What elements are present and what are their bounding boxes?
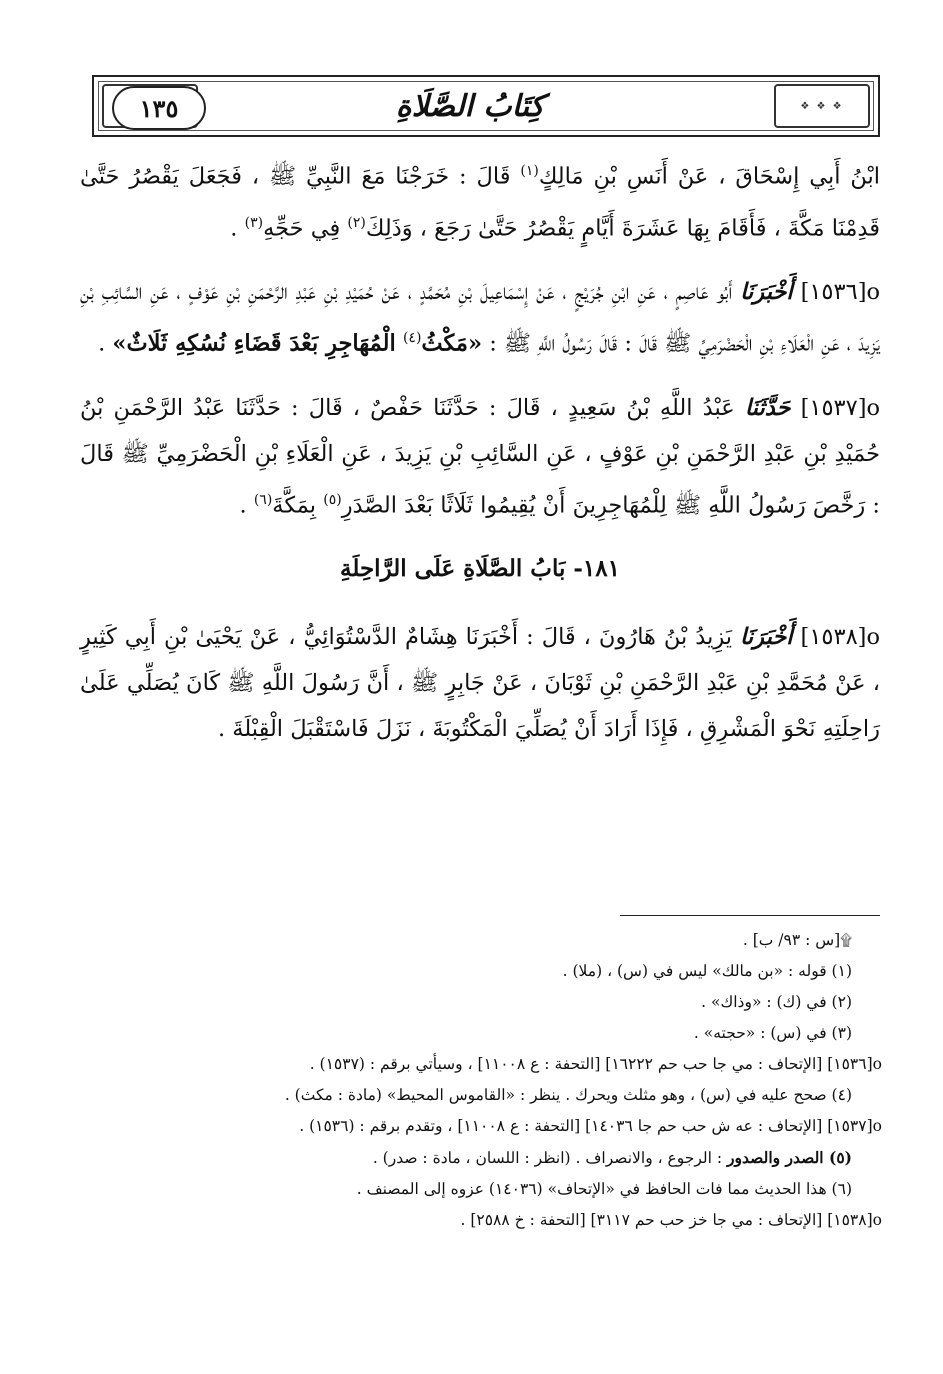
footnote-5-text: : الرجوع ، والانصراف . (انظر : اللسان ، مادة : صدر) . <box>372 1149 723 1167</box>
hadith-1537 <box>80 385 880 529</box>
footnote-separator <box>620 915 880 916</box>
footnote-4: (٤) صحح عليه في (س) ، وهو مثلث ويحرك . ينظر : «القاموس المحيط» (مادة : مكث) . <box>284 1086 852 1104</box>
footnote-6: (٦) هذا الحديث مما فات الحافظ في «الإتحاف» (١٤٠٣٦) عزوه إلى المصنف . <box>356 1180 852 1198</box>
hadith-1538 <box>80 614 880 752</box>
text: يَزِيدُ بْنُ هَارُونَ ، قَالَ : أَخْبَرَنَا هِشَامٌ الدَّسْتُوَائِيُّ ، عَنْ يَحْيَىٰ بْنِ أَبِي كَثِيرٍ ، عَنْ مُحَمَّدِ بْنِ عَبْدِ الرَّحْمَنِ بْنِ ثَوْبَانَ ، عَنْ جَابِرٍ ﷺ ، أَنَّ رَسُولَ اللَّهِ ﷺ كَانَ يُصَلِّي عَلَىٰ رَاحِلَتِهِ نَحْوَ الْمَشْرِقِ ، فَإِذَا أَرَادَ أَنْ يُصَلِّيَ الْمَكْتُوبَةَ ، نَزَلَ فَاسْتَقْبَلَ الْقِبْلَةَ . <box>80 624 880 742</box>
hadith-number: o[١٥٣٦] <box>800 279 881 305</box>
footnotes <box>120 925 882 1236</box>
chapter-heading: ١٨١- بَابُ الصَّلَاةِ عَلَى الرَّاحِلَةِ <box>340 555 620 582</box>
book-title: كِتَابُ الصَّلَاةِ <box>395 88 545 124</box>
footnote-ref: (٤) <box>402 330 422 346</box>
text: أَبُو عَاصِمٍ ، عَنِ ابْنِ جُرَيْجٍ ، عَنْ إِسْمَاعِيلَ بْنِ مُحَمَّدٍ ، عَنْ حُمَيْدِ بْنِ عَبْدِ الرَّحْمَنِ بْنِ عَوْفٍ ، عَنِ السَّائِبِ بْنِ يَزِيدَ ، عَنِ الْعَلَاءِ بْنِ الْحَضْرَمِيِّ ﷺ قَالَ : قَالَ رَسُولُ اللَّهِ ﷺ : <box>80 279 880 357</box>
footnote-ref: (٢) <box>347 214 366 231</box>
text: بِمَكَّةَ <box>272 492 317 518</box>
hadith-number: o[١٥٣٨] <box>800 624 880 650</box>
text: عَبْدُ اللَّهِ بْنُ سَعِيدٍ ، قَالَ : حَدَّثَنَا حَفْصٌ ، قَالَ : حَدَّثَنَا عَبْدُ الرَّحْمَنِ بْنُ حُمَيْدِ بْنِ عَبْدِ الرَّحْمَنِ بْنِ عَوْفٍ ، عَنِ السَّائِبِ بْنِ يَزِيدَ ، عَنِ الْعَلَاءِ بْنِ الْحَضْرَمِيِّ ﷺ قَالَ : رَخَّصَ رَسُولُ اللَّهِ ﷺ لِلْمُهَاجِرِينَ أَنْ يُقِيمُوا ثَلَاثًا بَعْدَ الصَّدَرِ <box>80 394 880 518</box>
footnote-5-term: (٥) الصدر والصدور <box>727 1148 852 1167</box>
footnote-ref: (٦) <box>253 491 273 508</box>
isnad-note-1536: o[١٥٣٦] [الإتحاف : مي جا حب حم ١٦٢٢٢] [التحفة : ع ١١٠٠٨] ، وسيأتي برقم : (١٥٣٧) . <box>309 1055 882 1073</box>
prophet-quote: «مَكْثُ <box>421 330 483 357</box>
hadith-number: o[١٥٣٧] <box>800 394 881 421</box>
footnote-1: (١) قوله : «بن مالك» ليس في (س) ، (ملا) . <box>562 962 852 980</box>
text: فِي حَجِّهِ <box>263 215 341 241</box>
narrator-verb: أَخْبَرَنَا <box>740 624 793 650</box>
main-text <box>80 148 880 770</box>
prophet-quote: الْمُهَاجِرِ بَعْدَ قَضَاءِ نُسُكِهِ ثَلَاثٌ» <box>112 330 396 357</box>
isnad-note-1537: o[١٥٣٧] [الإتحاف : عه ش حب حم جا ١٤٠٣٦] [التحفة : ع ١١٠٠٨] ، وتقدم برقم : (١٥٣٦) . <box>299 1117 882 1135</box>
narrator-verb: حَدَّثَنَا <box>744 394 791 421</box>
footnote-ref: (١) <box>520 163 539 179</box>
narrator-verb: أَخْبَرَنَا <box>740 279 793 305</box>
hadith-1536 <box>80 269 880 367</box>
footnote-5 <box>120 1142 882 1174</box>
footnote-manuscript: ۩[س : ٩٣/ ب] . <box>742 931 852 949</box>
hadith-1535-continuation <box>80 148 880 251</box>
text: ابْنُ أَبِي إِسْحَاقَ ، عَنْ أَنَسِ بْنِ مَالِكٍ <box>538 163 881 190</box>
footnote-3: (٣) في (س) : «حجته» . <box>693 1024 852 1042</box>
text: . <box>98 330 113 357</box>
isnad-note-1538: o[١٥٣٨] [الإتحاف : مي جا خز حب حم ٣١١٧] [التحفة : خ ٢٥٨٨] . <box>460 1211 882 1229</box>
text: . <box>239 492 254 518</box>
page-number: ١٣٥ <box>112 86 206 130</box>
text: قَالَ : خَرَجْنَا مَعَ النَّبِيِّ ﷺ ، فَجَعَلَ يَقْصُرُ حَتَّىٰ قَدِمْنَا مَكَّةَ ، فَأَقَامَ بِهَا عَشَرَةَ أَيَّامٍ يَقْصُرُ حَتَّىٰ رَجَعَ ، وَذَلِكَ <box>80 163 880 241</box>
footnote-ref: (٣) <box>244 214 264 231</box>
text: . <box>230 215 245 241</box>
header-ornament-right <box>774 84 870 128</box>
footnote-2: (٢) في (ك) : «وذاك» . <box>701 993 852 1011</box>
footnote-ref: (٥) <box>323 491 342 508</box>
